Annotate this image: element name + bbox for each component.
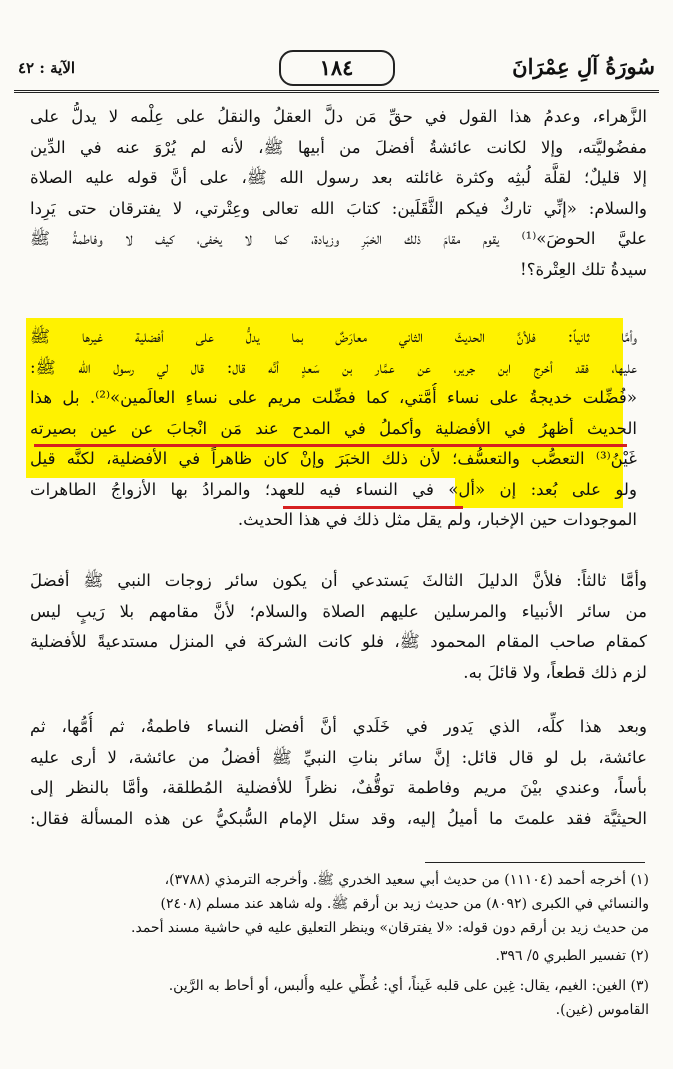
text-line: عليَّ الحوضَ»⁽¹⁾ يقوم مقامَ ذلك الخبَرِ وزيادة، كما لا يخفى، كيف لا وفاطمةُ ﷺ [30, 229, 647, 248]
text-line: الزَّهراء، وعدمُ هذا القول في حقِّ مَن دلَّ العقلُ والنقلُ على عِلْمه لا يدلُّ على [30, 107, 647, 126]
text-line: عائشة، بل لو قال قائل: إنَّ سائر بناتِ النبيِّ ﷺ أفضلُ من عائشة، لا أرى عليه [30, 747, 647, 767]
footnote-line: القاموس (غين). [555, 1002, 649, 1018]
paragraph-3 [30, 566, 647, 688]
text-line: من سائر الأنبياء والمرسلين عليهم الصلاة والسلام؛ لأنَّ مقامهم بلا رَيبٍ ليس [30, 601, 647, 621]
paragraph-1 [30, 102, 647, 285]
text-line: لزم ذلك قطعاً، ولا قائلَ به. [463, 662, 647, 682]
footnote-1 [26, 868, 649, 940]
footnote-line: (٣) الغين: الغيم، يقال: غِين على قلبه غَيناً، أي: غُطِّي عليه وأُلبس، أو أحاط به الرَّين. [168, 978, 649, 994]
footnote-line: (١) أخرجه أحمد (١١١٠٤) من حديث أبي سعيد الخدري ﷺ. وأخرجه الترمذي (٣٧٨٨)، [164, 872, 649, 888]
footnote-line: (٢) تفسير الطبري ٥/ ٣٩٦. [495, 948, 649, 964]
page-number: ١٨٤ [279, 50, 395, 86]
text-line: كمقام صاحب المقام المحمود ﷺ، فلو كانت الشركة في المنزل مستدعيةً للأفضلية [30, 632, 647, 651]
text-line: وأمَّا ثالثاً: فلأنَّ الدليلَ الثالثَ يَستدعي أن يكون سائر زوجات النبي ﷺ أفضلَ [30, 571, 647, 590]
text-line: وبعد هذا كلِّه، الذي يَدور في خَلَدي أنَّ أفضل النساء فاطمةُ، ثم أُمُّها، ثم [30, 717, 647, 736]
text-line: مفضُوليَّته، وإلا لكانت عائشةُ أفضلَ من أبيها ﷺ، لأنه لم يُرْوَ عنه في الدِّين [30, 137, 647, 157]
text-line: الحديث أظهرُ في الأفضلية وأكملُ في المدح عند مَن انْجابَ عن عين بصيرته [30, 418, 637, 438]
footnote-2 [26, 944, 649, 968]
text-line: ولو على بُعد: إن «أل» في النساء فيه للعهد؛ والمرادُ بها الأزواجُ الطاهرات [30, 479, 637, 499]
footnote-3 [26, 974, 649, 1022]
text-line: بأساً، وعندي بيْنَ مريم وفاطمة توقُّفٌ، نظراً للأفضلية المُطلقة، وأمَّا بالنظر إلى [30, 778, 647, 797]
text-line: إلا قليلٌ؛ لقلَّة لُبثِه وكثرة غائلته بعد رسول الله ﷺ، على أنَّ قوله عليه الصلاة [30, 168, 647, 187]
text-line: الحيثيَّة فقد علمتَ ما أميلُ إليه، وقد سئل الإمام السُّبكيُّ عن هذه المسألة فقال: [30, 808, 647, 828]
paragraph-2 [30, 322, 637, 536]
text-line: عليها، فقد أخرج ابن جرير، عن عمَّار بن سَعدٍ أنَّه قال: قال لي رسول الله ﷺ: [30, 357, 637, 377]
text-line: والسلام: «إنِّي تاركٌ فيكم الثَّقَلَين: كتابَ الله تعالى وعِتْرتي، لا يفترقان حتى يَرِدا [30, 198, 647, 218]
text-line: وأمَّا ثانياً: فلأنَّ الحديثَ الثاني معارَضٌ بما يدلُّ على أفضلية غيرها ﷺ [30, 327, 637, 346]
footnote-separator [425, 862, 645, 863]
ayah-label: الآية : ٤٢ [18, 59, 76, 77]
paragraph-4 [30, 712, 647, 834]
text-line: سيدةُ تلك العِتْرة؟! [520, 259, 647, 279]
footnote-line: من حديث زيد بن أرقم دون قوله: «لا يفترقان» وينظر التعليق عليه في حاشية مسند أحمد. [131, 920, 649, 936]
text-line: غَيْنُ⁽³⁾ التعصُّب والتعسُّف؛ لأن ذلك الخبَرَ وإنْ كان ظاهراً في الأفضلية، لكنَّه قيل [30, 449, 637, 468]
text-line: «فُضِّلت خديجةُ على نساء أُمَّتي، كما فضِّلت مريم على نساءِ العالَمين»⁽²⁾. بل هذا [30, 388, 637, 407]
page-header [14, 50, 659, 90]
text-line: الموجودات حين الإخبار، ولم يقل مثل ذلك في هذا الحديث. [237, 510, 637, 529]
sura-title: سُورَةُ آلِ عِمْرَانَ [512, 54, 655, 79]
footnote-line: والنسائي في الكبرى (٨٠٩٢) من حديث زيد بن أرقم ﷺ. وله شاهد عند مسلم (٢٤٠٨) [160, 896, 649, 912]
